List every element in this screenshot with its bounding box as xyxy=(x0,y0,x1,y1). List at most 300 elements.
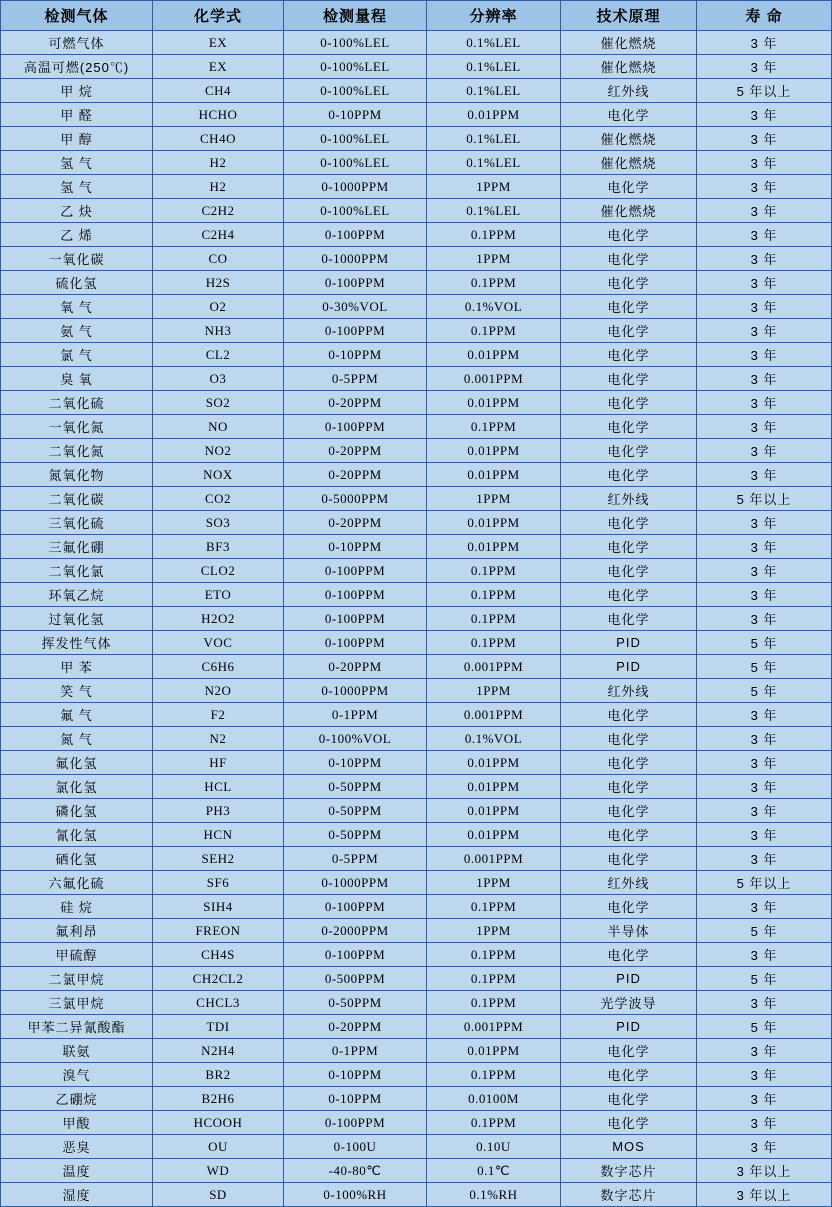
cell-range: 0-100PPM xyxy=(284,631,427,655)
cell-resolution: 0.1PPM xyxy=(427,607,561,631)
cell-gas-name: 氢 气 xyxy=(1,151,153,175)
table-row xyxy=(1,343,832,367)
cell-principle: 电化学 xyxy=(561,463,697,487)
cell-principle: PID xyxy=(561,655,697,679)
cell-resolution: 0.1PPM xyxy=(427,943,561,967)
cell-resolution: 0.001PPM xyxy=(427,703,561,727)
cell-formula: H2S xyxy=(153,271,284,295)
cell-resolution: 0.1℃ xyxy=(427,1159,561,1183)
cell-formula: WD xyxy=(153,1159,284,1183)
cell-resolution: 0.1PPM xyxy=(427,967,561,991)
cell-lifetime: 3 年 xyxy=(697,343,832,367)
table-body xyxy=(1,31,832,1207)
cell-range: 0-1PPM xyxy=(284,703,427,727)
cell-gas-name: 联氨 xyxy=(1,1039,153,1063)
cell-principle: 电化学 xyxy=(561,223,697,247)
cell-principle: 电化学 xyxy=(561,103,697,127)
cell-gas-name: 甲酸 xyxy=(1,1111,153,1135)
cell-resolution: 0.01PPM xyxy=(427,751,561,775)
cell-lifetime: 3 年 xyxy=(697,751,832,775)
cell-gas-name: 氟利昂 xyxy=(1,919,153,943)
table-row xyxy=(1,895,832,919)
cell-resolution: 1PPM xyxy=(427,679,561,703)
cell-range: 0-10PPM xyxy=(284,535,427,559)
cell-gas-name: 甲苯二异氰酸酯 xyxy=(1,1015,153,1039)
table-row xyxy=(1,151,832,175)
cell-resolution: 0.1PPM xyxy=(427,1063,561,1087)
cell-lifetime: 3 年 xyxy=(697,583,832,607)
cell-gas-name: 硅 烷 xyxy=(1,895,153,919)
cell-principle: 电化学 xyxy=(561,247,697,271)
cell-range: 0-1000PPM xyxy=(284,175,427,199)
cell-formula: CLO2 xyxy=(153,559,284,583)
cell-range: 0-10PPM xyxy=(284,1087,427,1111)
cell-gas-name: 氰化氢 xyxy=(1,823,153,847)
cell-lifetime: 5 年 xyxy=(697,679,832,703)
cell-lifetime: 5 年以上 xyxy=(697,871,832,895)
cell-resolution: 0.1%LEL xyxy=(427,127,561,151)
cell-gas-name: 六氟化硫 xyxy=(1,871,153,895)
cell-formula: HF xyxy=(153,751,284,775)
cell-lifetime: 3 年 xyxy=(697,247,832,271)
cell-lifetime: 3 年以上 xyxy=(697,1159,832,1183)
cell-range: 0-1000PPM xyxy=(284,679,427,703)
cell-range: 0-50PPM xyxy=(284,823,427,847)
cell-lifetime: 3 年 xyxy=(697,799,832,823)
table-row xyxy=(1,727,832,751)
cell-resolution: 0.001PPM xyxy=(427,1015,561,1039)
cell-gas-name: 磷化氢 xyxy=(1,799,153,823)
cell-resolution: 0.001PPM xyxy=(427,367,561,391)
table-row xyxy=(1,847,832,871)
table-row xyxy=(1,1135,832,1159)
cell-lifetime: 3 年 xyxy=(697,1039,832,1063)
cell-resolution: 0.1PPM xyxy=(427,271,561,295)
cell-lifetime: 3 年 xyxy=(697,439,832,463)
cell-formula: CO xyxy=(153,247,284,271)
column-header-lifetime: 寿 命 xyxy=(697,1,832,31)
cell-resolution: 0.1PPM xyxy=(427,1111,561,1135)
cell-gas-name: 高温可燃(250℃) xyxy=(1,55,153,79)
cell-gas-name: 可燃气体 xyxy=(1,31,153,55)
cell-lifetime: 3 年 xyxy=(697,415,832,439)
cell-range: 0-20PPM xyxy=(284,439,427,463)
cell-range: 0-100PPM xyxy=(284,583,427,607)
column-header-range: 检测量程 xyxy=(284,1,427,31)
cell-principle: 电化学 xyxy=(561,775,697,799)
cell-principle: 电化学 xyxy=(561,271,697,295)
cell-principle: 电化学 xyxy=(561,1087,697,1111)
table-row xyxy=(1,1111,832,1135)
cell-gas-name: 三氯甲烷 xyxy=(1,991,153,1015)
cell-gas-name: 温度 xyxy=(1,1159,153,1183)
cell-resolution: 0.1%LEL xyxy=(427,55,561,79)
cell-range: 0-100PPM xyxy=(284,943,427,967)
cell-range: 0-2000PPM xyxy=(284,919,427,943)
cell-lifetime: 3 年 xyxy=(697,31,832,55)
cell-principle: 电化学 xyxy=(561,943,697,967)
cell-resolution: 0.01PPM xyxy=(427,343,561,367)
table-row xyxy=(1,415,832,439)
table-row xyxy=(1,703,832,727)
cell-lifetime: 3 年 xyxy=(697,151,832,175)
cell-principle: 电化学 xyxy=(561,367,697,391)
column-header-gas: 检测气体 xyxy=(1,1,153,31)
cell-range: 0-500PPM xyxy=(284,967,427,991)
cell-formula: SEH2 xyxy=(153,847,284,871)
cell-range: 0-10PPM xyxy=(284,103,427,127)
cell-principle: 红外线 xyxy=(561,679,697,703)
cell-lifetime: 3 年 xyxy=(697,1087,832,1111)
cell-gas-name: 环氧乙烷 xyxy=(1,583,153,607)
cell-formula: FREON xyxy=(153,919,284,943)
cell-resolution: 0.01PPM xyxy=(427,775,561,799)
cell-range: 0-100PPM xyxy=(284,415,427,439)
cell-principle: 催化燃烧 xyxy=(561,31,697,55)
cell-resolution: 0.1%LEL xyxy=(427,199,561,223)
cell-range: 0-30%VOL xyxy=(284,295,427,319)
table-row xyxy=(1,247,832,271)
cell-gas-name: 甲 苯 xyxy=(1,655,153,679)
table-row xyxy=(1,79,832,103)
cell-range: 0-100%LEL xyxy=(284,55,427,79)
cell-gas-name: 臭 氧 xyxy=(1,367,153,391)
cell-gas-name: 二氧化氮 xyxy=(1,439,153,463)
table-header xyxy=(1,1,832,31)
cell-formula: CO2 xyxy=(153,487,284,511)
cell-principle: 电化学 xyxy=(561,1111,697,1135)
cell-resolution: 0.01PPM xyxy=(427,439,561,463)
table-row xyxy=(1,223,832,247)
table-row xyxy=(1,1039,832,1063)
cell-range: 0-10PPM xyxy=(284,1063,427,1087)
cell-lifetime: 5 年 xyxy=(697,1015,832,1039)
cell-formula: B2H6 xyxy=(153,1087,284,1111)
cell-range: 0-100PPM xyxy=(284,1111,427,1135)
cell-lifetime: 3 年 xyxy=(697,727,832,751)
cell-principle: 电化学 xyxy=(561,895,697,919)
cell-lifetime: 3 年 xyxy=(697,991,832,1015)
cell-range: 0-100%LEL xyxy=(284,199,427,223)
cell-principle: 电化学 xyxy=(561,391,697,415)
cell-formula: C6H6 xyxy=(153,655,284,679)
cell-lifetime: 3 年 xyxy=(697,391,832,415)
table-row xyxy=(1,559,832,583)
cell-resolution: 1PPM xyxy=(427,871,561,895)
cell-resolution: 0.001PPM xyxy=(427,847,561,871)
table-row xyxy=(1,1063,832,1087)
cell-formula: H2 xyxy=(153,175,284,199)
cell-resolution: 0.1%RH xyxy=(427,1183,561,1207)
table-row xyxy=(1,799,832,823)
cell-resolution: 0.01PPM xyxy=(427,1039,561,1063)
cell-gas-name: 氧 气 xyxy=(1,295,153,319)
cell-lifetime: 3 年 xyxy=(697,319,832,343)
cell-gas-name: 氮 气 xyxy=(1,727,153,751)
cell-resolution: 0.01PPM xyxy=(427,103,561,127)
cell-principle: 电化学 xyxy=(561,727,697,751)
cell-range: 0-100%LEL xyxy=(284,31,427,55)
cell-formula: BR2 xyxy=(153,1063,284,1087)
cell-formula: CHCL3 xyxy=(153,991,284,1015)
cell-range: 0-100%LEL xyxy=(284,79,427,103)
cell-principle: 红外线 xyxy=(561,79,697,103)
cell-lifetime: 3 年 xyxy=(697,103,832,127)
cell-lifetime: 3 年 xyxy=(697,703,832,727)
table-row xyxy=(1,655,832,679)
cell-formula: HCL xyxy=(153,775,284,799)
table-row xyxy=(1,1183,832,1207)
cell-resolution: 0.01PPM xyxy=(427,463,561,487)
cell-formula: EX xyxy=(153,31,284,55)
cell-gas-name: 乙 炔 xyxy=(1,199,153,223)
cell-lifetime: 3 年 xyxy=(697,223,832,247)
cell-range: 0-10PPM xyxy=(284,751,427,775)
cell-resolution: 0.01PPM xyxy=(427,391,561,415)
cell-formula: SF6 xyxy=(153,871,284,895)
cell-lifetime: 3 年 xyxy=(697,367,832,391)
cell-formula: CH4 xyxy=(153,79,284,103)
cell-principle: 电化学 xyxy=(561,823,697,847)
cell-lifetime: 3 年 xyxy=(697,895,832,919)
cell-lifetime: 5 年 xyxy=(697,967,832,991)
cell-principle: 电化学 xyxy=(561,607,697,631)
cell-principle: PID xyxy=(561,1015,697,1039)
cell-formula: NOX xyxy=(153,463,284,487)
cell-principle: 电化学 xyxy=(561,847,697,871)
cell-formula: OU xyxy=(153,1135,284,1159)
cell-principle: 电化学 xyxy=(561,1039,697,1063)
cell-formula: SO2 xyxy=(153,391,284,415)
table-row xyxy=(1,631,832,655)
cell-resolution: 0.1PPM xyxy=(427,991,561,1015)
cell-gas-name: 甲硫醇 xyxy=(1,943,153,967)
cell-formula: O3 xyxy=(153,367,284,391)
cell-principle: 数字芯片 xyxy=(561,1159,697,1183)
cell-principle: 催化燃烧 xyxy=(561,127,697,151)
table-row xyxy=(1,607,832,631)
cell-principle: 电化学 xyxy=(561,1063,697,1087)
cell-resolution: 0.1PPM xyxy=(427,583,561,607)
column-header-principle: 技术原理 xyxy=(561,1,697,31)
cell-range: 0-100PPM xyxy=(284,271,427,295)
cell-gas-name: 氟化氢 xyxy=(1,751,153,775)
cell-gas-name: 甲 烷 xyxy=(1,79,153,103)
table-header-row xyxy=(1,1,832,31)
cell-principle: PID xyxy=(561,967,697,991)
table-row xyxy=(1,295,832,319)
cell-formula: C2H4 xyxy=(153,223,284,247)
cell-gas-name: 二氯甲烷 xyxy=(1,967,153,991)
cell-resolution: 0.1PPM xyxy=(427,319,561,343)
cell-resolution: 0.01PPM xyxy=(427,823,561,847)
table-row xyxy=(1,55,832,79)
cell-principle: 数字芯片 xyxy=(561,1183,697,1207)
cell-resolution: 0.1%VOL xyxy=(427,295,561,319)
cell-gas-name: 氮氧化物 xyxy=(1,463,153,487)
table-row xyxy=(1,751,832,775)
cell-lifetime: 3 年以上 xyxy=(697,1183,832,1207)
cell-lifetime: 5 年以上 xyxy=(697,487,832,511)
cell-gas-name: 硫化氢 xyxy=(1,271,153,295)
cell-resolution: 0.001PPM xyxy=(427,655,561,679)
cell-formula: N2 xyxy=(153,727,284,751)
cell-formula: C2H2 xyxy=(153,199,284,223)
table-row xyxy=(1,583,832,607)
cell-range: 0-1PPM xyxy=(284,1039,427,1063)
cell-formula: ETO xyxy=(153,583,284,607)
cell-formula: SD xyxy=(153,1183,284,1207)
cell-principle: 电化学 xyxy=(561,295,697,319)
cell-formula: NO xyxy=(153,415,284,439)
cell-lifetime: 3 年 xyxy=(697,559,832,583)
cell-principle: 催化燃烧 xyxy=(561,55,697,79)
cell-range: 0-100%VOL xyxy=(284,727,427,751)
cell-lifetime: 3 年 xyxy=(697,943,832,967)
cell-gas-name: 氢 气 xyxy=(1,175,153,199)
cell-gas-name: 氯化氢 xyxy=(1,775,153,799)
cell-resolution: 1PPM xyxy=(427,919,561,943)
cell-lifetime: 3 年 xyxy=(697,535,832,559)
cell-range: 0-20PPM xyxy=(284,463,427,487)
cell-gas-name: 过氧化氢 xyxy=(1,607,153,631)
table-row xyxy=(1,991,832,1015)
cell-lifetime: 3 年 xyxy=(697,775,832,799)
cell-principle: 电化学 xyxy=(561,535,697,559)
cell-gas-name: 甲 醇 xyxy=(1,127,153,151)
table-row xyxy=(1,1015,832,1039)
cell-gas-name: 甲 醛 xyxy=(1,103,153,127)
cell-resolution: 0.01PPM xyxy=(427,535,561,559)
table-row xyxy=(1,31,832,55)
cell-range: 0-20PPM xyxy=(284,391,427,415)
cell-principle: 催化燃烧 xyxy=(561,151,697,175)
cell-principle: 电化学 xyxy=(561,511,697,535)
cell-resolution: 0.1PPM xyxy=(427,415,561,439)
cell-principle: 光学波导 xyxy=(561,991,697,1015)
cell-lifetime: 3 年 xyxy=(697,463,832,487)
cell-gas-name: 氨 气 xyxy=(1,319,153,343)
table-row xyxy=(1,103,832,127)
cell-resolution: 1PPM xyxy=(427,487,561,511)
table-row xyxy=(1,871,832,895)
cell-range: 0-100PPM xyxy=(284,607,427,631)
table-row xyxy=(1,463,832,487)
cell-range: 0-50PPM xyxy=(284,775,427,799)
cell-resolution: 0.1%LEL xyxy=(427,31,561,55)
cell-gas-name: 二氧化硫 xyxy=(1,391,153,415)
cell-resolution: 0.10U xyxy=(427,1135,561,1159)
cell-gas-name: 氯 气 xyxy=(1,343,153,367)
cell-gas-name: 挥发性气体 xyxy=(1,631,153,655)
cell-resolution: 0.1PPM xyxy=(427,559,561,583)
cell-formula: N2H4 xyxy=(153,1039,284,1063)
cell-lifetime: 5 年 xyxy=(697,655,832,679)
cell-range: 0-50PPM xyxy=(284,991,427,1015)
cell-formula: SIH4 xyxy=(153,895,284,919)
cell-lifetime: 3 年 xyxy=(697,1111,832,1135)
cell-resolution: 0.1PPM xyxy=(427,895,561,919)
cell-range: 0-5PPM xyxy=(284,367,427,391)
column-header-formula: 化学式 xyxy=(153,1,284,31)
cell-formula: NH3 xyxy=(153,319,284,343)
table-row xyxy=(1,199,832,223)
cell-formula: HCOOH xyxy=(153,1111,284,1135)
cell-range: 0-100%LEL xyxy=(284,127,427,151)
cell-formula: O2 xyxy=(153,295,284,319)
cell-formula: BF3 xyxy=(153,535,284,559)
cell-lifetime: 5 年 xyxy=(697,919,832,943)
cell-principle: 电化学 xyxy=(561,319,697,343)
cell-formula: F2 xyxy=(153,703,284,727)
cell-principle: 红外线 xyxy=(561,487,697,511)
cell-formula: VOC xyxy=(153,631,284,655)
cell-formula: CL2 xyxy=(153,343,284,367)
cell-formula: EX xyxy=(153,55,284,79)
table-row xyxy=(1,127,832,151)
cell-formula: H2O2 xyxy=(153,607,284,631)
table-row xyxy=(1,439,832,463)
cell-gas-name: 氟 气 xyxy=(1,703,153,727)
cell-range: 0-50PPM xyxy=(284,799,427,823)
cell-range: 0-1000PPM xyxy=(284,247,427,271)
cell-gas-name: 笑 气 xyxy=(1,679,153,703)
cell-gas-name: 硒化氢 xyxy=(1,847,153,871)
cell-gas-name: 二氧化碳 xyxy=(1,487,153,511)
cell-lifetime: 5 年 xyxy=(697,631,832,655)
cell-range: 0-10PPM xyxy=(284,343,427,367)
cell-formula: CH4O xyxy=(153,127,284,151)
cell-formula: N2O xyxy=(153,679,284,703)
cell-principle: PID xyxy=(561,631,697,655)
cell-range: 0-20PPM xyxy=(284,1015,427,1039)
table-row xyxy=(1,919,832,943)
cell-principle: 红外线 xyxy=(561,871,697,895)
cell-gas-name: 恶臭 xyxy=(1,1135,153,1159)
table-row xyxy=(1,943,832,967)
cell-range: 0-1000PPM xyxy=(284,871,427,895)
cell-gas-name: 一氧化碳 xyxy=(1,247,153,271)
table-row xyxy=(1,1159,832,1183)
cell-range: 0-20PPM xyxy=(284,511,427,535)
cell-lifetime: 3 年 xyxy=(697,55,832,79)
cell-range: 0-100PPM xyxy=(284,895,427,919)
cell-gas-name: 三氟化硼 xyxy=(1,535,153,559)
cell-lifetime: 3 年 xyxy=(697,511,832,535)
cell-resolution: 0.1PPM xyxy=(427,631,561,655)
cell-resolution: 0.1%VOL xyxy=(427,727,561,751)
cell-formula: SO3 xyxy=(153,511,284,535)
cell-gas-name: 湿度 xyxy=(1,1183,153,1207)
cell-lifetime: 5 年以上 xyxy=(697,79,832,103)
cell-formula: HCN xyxy=(153,823,284,847)
cell-gas-name: 二氧化氯 xyxy=(1,559,153,583)
cell-lifetime: 3 年 xyxy=(697,1063,832,1087)
cell-principle: 电化学 xyxy=(561,439,697,463)
table-row xyxy=(1,511,832,535)
cell-resolution: 0.01PPM xyxy=(427,511,561,535)
cell-formula: PH3 xyxy=(153,799,284,823)
cell-principle: MOS xyxy=(561,1135,697,1159)
cell-lifetime: 3 年 xyxy=(697,847,832,871)
cell-range: 0-20PPM xyxy=(284,655,427,679)
cell-gas-name: 乙 烯 xyxy=(1,223,153,247)
cell-resolution: 0.1PPM xyxy=(427,223,561,247)
cell-range: 0-100%LEL xyxy=(284,151,427,175)
cell-resolution: 0.0100M xyxy=(427,1087,561,1111)
cell-principle: 电化学 xyxy=(561,799,697,823)
table-row xyxy=(1,487,832,511)
